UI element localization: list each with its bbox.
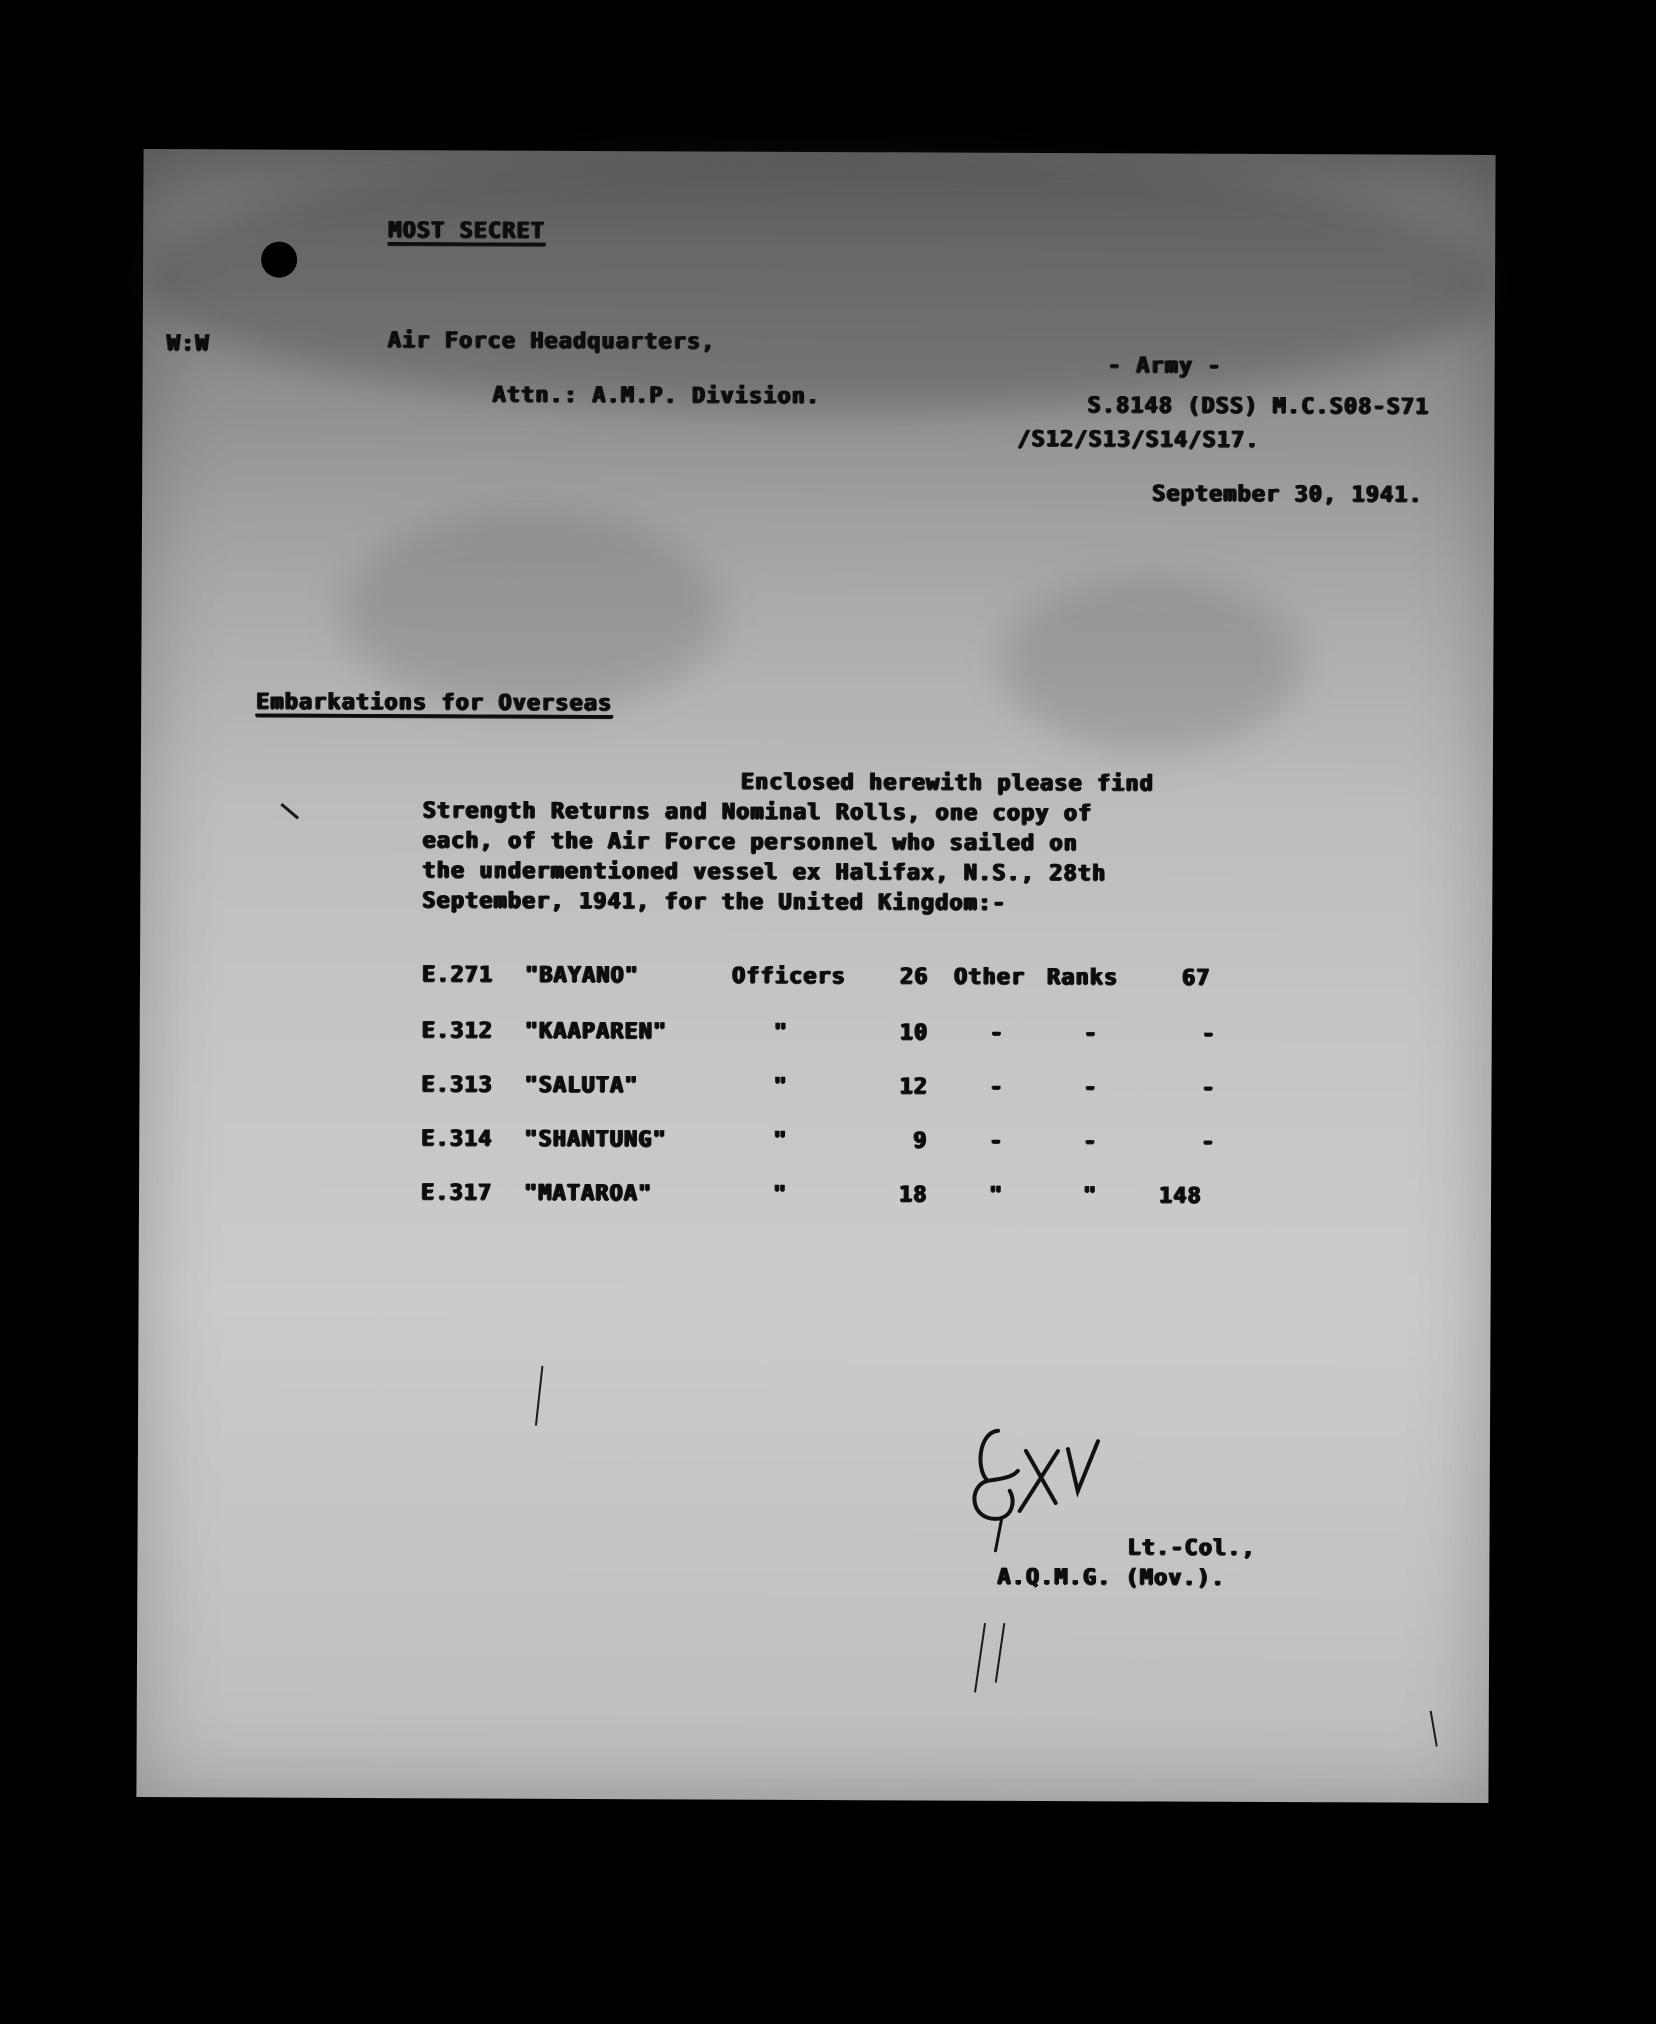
vessel-name: "SALUTA" xyxy=(524,1072,639,1099)
vessel-name: "MATAROA" xyxy=(523,1180,653,1207)
embarkation-ref: E.314 xyxy=(421,1126,493,1152)
classification-heading: MOST SECRET xyxy=(388,218,546,244)
other-ranks-count: - xyxy=(1201,1129,1216,1155)
signatory-title: A.Q.M.G. (Mov.). xyxy=(997,1564,1226,1591)
stray-mark xyxy=(995,1623,1006,1683)
letter-date: September 30, 1941. xyxy=(1152,481,1423,508)
document-sheet xyxy=(136,149,1495,1803)
other-ranks-count: - xyxy=(1201,1075,1216,1101)
embarkation-ref: E.317 xyxy=(420,1180,493,1206)
other-label: - xyxy=(989,1020,1005,1046)
officers-count: 26 xyxy=(899,964,929,990)
ranks-label: Ranks xyxy=(1046,965,1119,991)
other-ranks-count: 67 xyxy=(1181,965,1211,991)
addressee-line-1: Air Force Headquarters, xyxy=(387,328,716,355)
stray-mark xyxy=(974,1623,986,1693)
officers-label: " xyxy=(773,1073,788,1099)
other-ranks-count: 148 xyxy=(1158,1183,1202,1209)
embarkation-ref: E.313 xyxy=(421,1072,493,1098)
ranks-label: - xyxy=(1083,1129,1098,1155)
other-label: " xyxy=(988,1182,1004,1208)
officers-label: " xyxy=(773,1127,788,1153)
ranks-label: - xyxy=(1083,1075,1098,1101)
stray-mark xyxy=(1430,1711,1438,1747)
other-label: - xyxy=(989,1074,1004,1100)
ranks-label: - xyxy=(1083,1021,1099,1047)
scan-smudge xyxy=(341,510,722,712)
vessel-name: "SHANTUNG" xyxy=(524,1126,667,1153)
reference-line-1: S.8148 (DSS) M.C.S08-S71 xyxy=(1087,393,1430,420)
reference-line-2: /S12/S13/S14/S17. xyxy=(1017,426,1260,453)
embarkation-ref: E.312 xyxy=(421,1018,494,1044)
punch-hole xyxy=(261,242,297,278)
body-line-3: each, of the Air Force personnel who sailed on xyxy=(422,828,1078,857)
addressee-line-2: Attn.: A.M.P. Division. xyxy=(492,382,821,410)
stray-mark xyxy=(535,1366,544,1426)
embarkation-ref: E.271 xyxy=(421,962,494,988)
body-line-4: the undermentioned vessel ex Halifax, N.S., 28th xyxy=(422,858,1107,887)
stray-mark xyxy=(280,803,299,820)
other-label: - xyxy=(989,1128,1004,1154)
other-ranks-count: - xyxy=(1201,1021,1217,1047)
officers-count: 12 xyxy=(899,1074,929,1100)
officers-count: 18 xyxy=(898,1182,928,1208)
subject-heading: Embarkations for Overseas xyxy=(256,689,613,717)
ranks-label: " xyxy=(1082,1183,1098,1209)
body-line-2: Strength Returns and Nominal Rolls, one copy of xyxy=(422,798,1093,827)
officers-label: Officers xyxy=(731,963,847,990)
officers-label: " xyxy=(772,1181,788,1207)
scan-shading xyxy=(142,149,1495,415)
signatory-rank: Lt.-Col., xyxy=(1127,1535,1256,1561)
vessel-name: "KAAPAREN" xyxy=(524,1018,668,1045)
officers-label: " xyxy=(773,1019,789,1045)
other-label: Other xyxy=(953,964,1026,990)
officers-count: 9 xyxy=(913,1128,928,1154)
body-line-1: Enclosed herewith please find xyxy=(740,769,1155,797)
file-mark: W:W xyxy=(166,331,210,357)
body-line-5: September, 1941, for the United Kingdom:- xyxy=(422,888,1007,916)
officers-count: 10 xyxy=(899,1020,929,1046)
scan-smudge xyxy=(1001,573,1302,754)
vessel-name: "BAYANO" xyxy=(524,962,640,989)
reference-service: - Army - xyxy=(1107,353,1222,379)
